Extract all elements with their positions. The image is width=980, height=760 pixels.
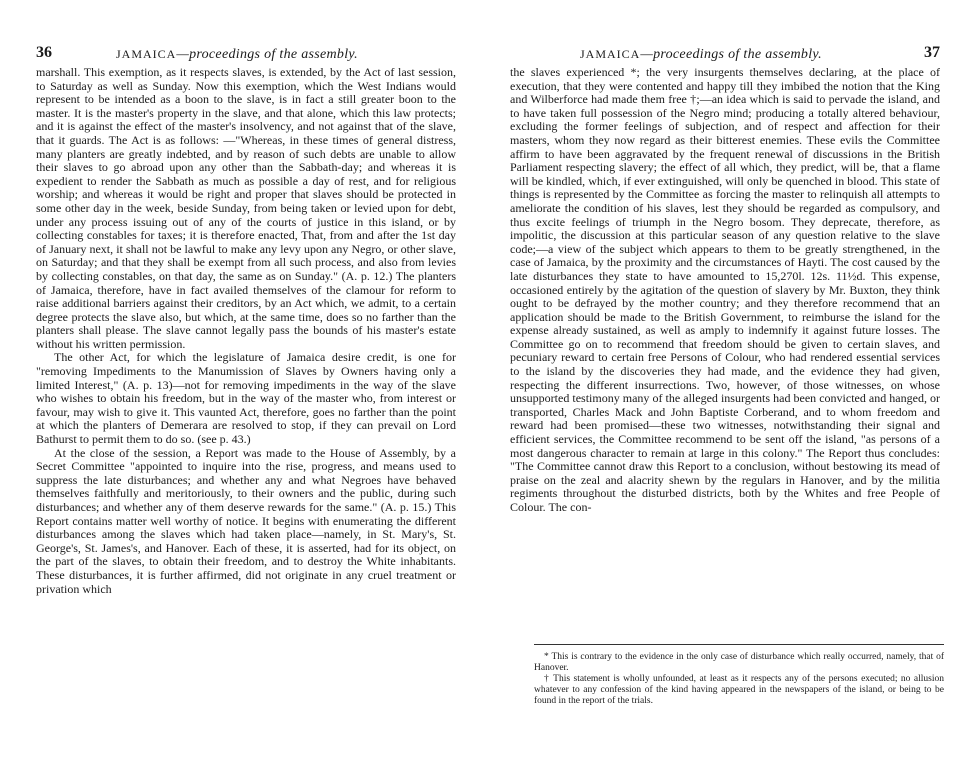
left-page-body xyxy=(36,66,456,596)
right-page-header xyxy=(510,44,940,64)
footnote: † This statement is wholly unfounded, at least as it respects any of the persons executed; no allusion whatever to any confession of the kind having appeared in the newspapers of the island, or being to be found in the report of the trials. xyxy=(534,674,944,706)
paragraph: At the close of the session, a Report was made to the House of Assembly, by a Secret Committee "appointed to inquire into the rise, progress, and means used to suppress the late disturbances; and whether any and what Negroes have behaved themselves faithfully and meritoriously, to their owners and the public, during such disturbances; and whether any of them deserve rewards for the same." (A. p. 15.) This Report contains matter well worthy of notice. It begins with enumerating the different disturbances among the slaves which had taken place—namely, in St. Mary's, St. George's, St. James's, and Hanover. Each of these, it is asserted, had for its object, on the part of the slaves, to obtain their freedom, and to destroy the White inhabitants. These disturbances, it is further affirmed, did not originate in any cruel treatment or privation which xyxy=(36,445,456,596)
running-head-italic: —proceedings of the assembly. xyxy=(176,47,358,62)
footnote: * This is contrary to the evidence in the only case of disturbance which really occurred, namely, that of Hanover. xyxy=(534,652,944,673)
left-page xyxy=(36,0,456,760)
left-page-header xyxy=(36,44,456,64)
paragraph: The other Act, for which the legislature of Jamaica desire credit, is one for "removing Impediments to the Manumission of Slaves by Owners having only a limited Interest," (A. p. 13)—not for removing impediments in the way of the slave who wishes to obtain his freedom, but in the way of the master who, from interest or favour, may wish to give it. This vaunted Act, therefore, goes no farther than the point at which the planters of Demerara are resolved to stop, if they can prevail on Lord Bathurst to permit them to do so. (see p. 43.) xyxy=(36,350,456,447)
running-head-caps: JAMAICA xyxy=(580,47,641,61)
footnotes xyxy=(534,652,944,707)
right-page xyxy=(510,0,944,760)
page-number: 37 xyxy=(924,44,940,61)
paragraph: the slaves experienced *; the very insurgents themselves declaring, at the place of execution, that they were contented and happy till they imbibed the notion that the King and Wilberforce had made them free †;—an idea which is said to pervade the island, and to have taken full possession of the Negro mind; producing a totally altered behaviour, excluding the former feelings of subjection, and of respect and affection for their masters, whom they now regard as their bitterest enemies. These evils the Committee affirm to have been aggravated by the frequent renewal of discussions in the British Parliament respecting slavery; the effect of all which, they predict, will be, that a flame will be kindled, which, if ever extinguished, will only be quenched in blood. This state of things is represented by the Committee as forcing the master to relinquish all attempts to ameliorate the condition of his slaves, lest they should be regarded as compulsory, and thus excite feelings of triumph in the Negro bosom. They deprecate, therefore, as impolitic, the discussion at this particular season of any question relative to the slave code;—a view of the subject which appears to them to be greatly strengthened, in the case of Jamaica, by the proximity and the circumstances of Hayti. The cost caused by the late disturbances they state to have amounted to 15,270l. 12s. 11½d. This expense, occasioned entirely by the agitation of the question of slavery by Mr. Buxton, they think ought to be defrayed by the mother country; and they therefore recommend that an application should be made to the British Government, to reimburse the island for the expense already sustained, as well as amply to indemnify it against future losses. The Committee go on to recommend that freedom should be given to certain slaves, and pecuniary reward to certain free Persons of Colour, who had rendered essential services to the island by the discoveries they had made, and the evidence they had given, respecting the different insurrections. Two, however, of those witnesses, on whose unsupported testimony many of the alleged insurgents had been convicted and hanged, or transported, Charles Mack and John Baptiste Corberand, and to whom freedom and reward had been promised—these two witnesses, notwithstanding their signal and efficient services, the Committee recommend to be sent off the island, "as persons of a most dangerous character to remain at large in this colony." The Report thus concludes: "The Committee cannot draw this Report to a conclusion, without bestowing its mead of praise on the zeal and alacrity shewn by the regulars in Hanover, and by the militia regiments throughout the disturbed districts, both by the Whites and free People of Colour. The con- xyxy=(510,65,940,514)
running-head-caps: JAMAICA xyxy=(116,47,177,61)
running-head xyxy=(580,46,822,63)
running-head xyxy=(116,46,358,63)
footnote-rule xyxy=(534,644,944,645)
right-page-body xyxy=(510,66,940,515)
page-number: 36 xyxy=(36,44,52,61)
running-head-italic: —proceedings of the assembly. xyxy=(640,47,822,62)
paragraph: marshall. This exemption, as it respects slaves, is extended, by the Act of last session, to Saturday as well as Sunday. Now this exemption, which the West Indians would represent to be intended as a boon to the slave, is in fact a still greater boon to the master. It is the master's property in the slave, and that alone, which this law protects; and it is against the effect of the master's insolvency, and not against that of the slave, that it guards. The Act is as follows: —"Whereas, in these times of general distress, many planters are greatly indebted, and by reason of such debts are unable to allow their slaves to go abroad upon any other than the Sabbath-day; and whereas it is expedient to render the Sabbath as much as possible a day of rest, and for religious worship; and whereas it would be right and proper that slaves should be protected in some other day in the week, beside Sunday, from being taken or levied upon for debt, under any process issuing out of any of the courts of justice in this island, or by collecting constables for taxes; it is therefore enacted, That, from and after the 1st day of January next, it shall not be lawful to make any levy upon any Negro, or other slave, on Saturday; and that they shall be exempt from all such process, and also from levies by collecting constables, on that day, the same as on Sunday." (A. p. 12.) The planters of Jamaica, therefore, have in fact availed themselves of the clamour for reform to raise additional barriers against their creditors, by an Act which, we admit, to a certain degree protects the slave also, but which, at the same time, does so no farther than the planters shall please. The slave cannot legally pass the bounds of his master's estate without his written permission. xyxy=(36,65,456,351)
